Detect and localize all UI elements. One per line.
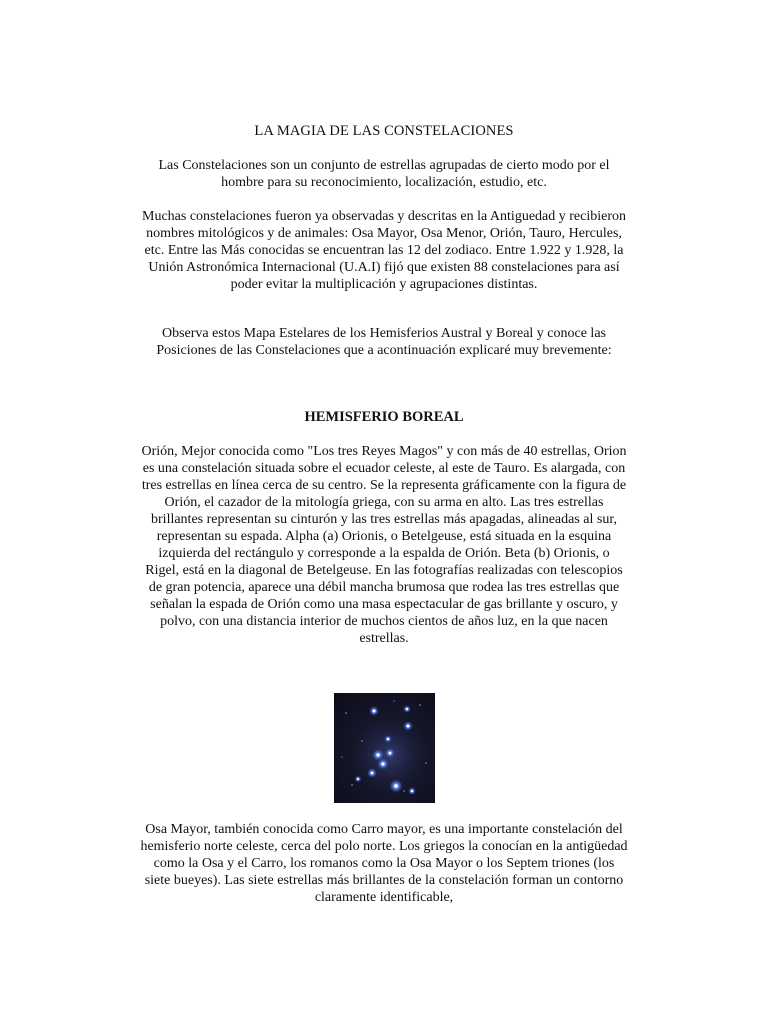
star-field-icon — [334, 693, 435, 803]
star-maps-paragraph: Observa estos Mapa Estelares de los Hemisferios Austral y Boreal y conoce las Posiciones de las Constelaciones que a acontinuación explicaré muy brevemente: — [156, 326, 612, 358]
intro-paragraph: Las Constelaciones son un conjunto de estrellas agrupadas de cierto modo por el hombre para su reconocimiento, localización, estudio, etc. — [158, 158, 610, 190]
osa-mayor-paragraph: Osa Mayor, también conocida como Carro mayor, es una importante constelación del hemisferio norte celeste, cerca del polo norte. Los griegos la conocían en la antigüedad como la Osa y el Carro, los romanos como la Osa Mayor o los Septem triones (los siete bueyes). Las siete estrellas más brillantes de la constelación forman un contorno claramente identificable, — [140, 822, 628, 905]
orion-star-field-photo — [334, 693, 435, 803]
history-paragraph: Muchas constelaciones fueron ya observadas y descritas en la Antiguedad y recibieron nombres mitológicos y de animales: Osa Mayor, Osa Menor, Orión, Tauro, Hercules, etc. Entre las Más conocidas se encuentran las 12 del zodiaco. Entre 1.922 y 1.928, la Unión Astronómica Internacional (U.A.I) fijó que existen 88 constelaciones para así poder evitar la multiplicación y agrupaciones distintas. — [142, 209, 626, 292]
orion-paragraph: Orión, Mejor conocida como "Los tres Reyes Magos" y con más de 40 estrellas, Orion es una constelación situada sobre el ecuador celeste, al este de Tauro. Es alargada, con tres estrellas en línea cerca de su centro. Se la representa gráficamente con la figura de Orión, el cazador de la mitología griega, con su arma en alto. Las tres estrellas brillantes representan su cinturón y las tres estrellas más apagadas, alineadas al sur, representan su espada. Alpha (a) Orionis, o Betelgeuse, está situada en la esquina izquierda del rectángulo y corresponde a la espalda de Orión. Beta (b) Orionis, o Rigel, está en la diagonal de Betelgeuse. En las fotografías realizadas con telescopios de gran potencia, aparece una débil mancha brumosa que rodea las tres estrellas que señalan la espada de Orión como una masa espectacular de gas brillante y oscuro, y polvo, con una distancia interior de muchos cientos de años luz, en la que nacen estrellas. — [141, 444, 627, 646]
document-title: LA MAGIA DE LAS CONSTELACIONES — [254, 123, 514, 139]
section-heading: HEMISFERIO BOREAL — [304, 409, 464, 425]
